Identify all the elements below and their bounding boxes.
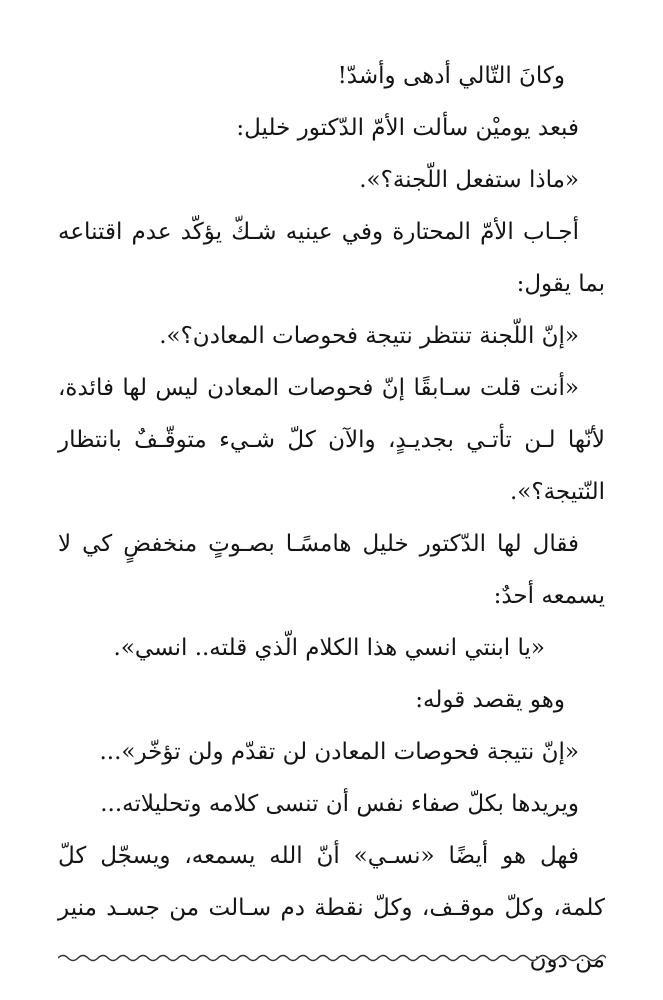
paragraph: «أنت قلت سـابقًا إنّ فحوصات المعادن ليس لها فائدة، لأنّها لـن تأتـي بجديـدٍ، والآن كلّ شـيء متوقّـفٌ بانتظار النّتيجة؟». <box>58 375 605 505</box>
wavy-line <box>58 956 606 961</box>
paragraph: فقال لها الدّكتور خليل هامسًـا بصـوتٍ منخفضٍ كي لا يسمعه أحدٌ: <box>58 531 605 609</box>
body-text <box>58 50 605 986</box>
paragraph: وكانَ التّالي أدهى وأشدّ! <box>337 63 565 89</box>
paragraph: «إنّ اللّجنة تنتظر نتيجة فحوصات المعادن؟». <box>159 323 579 349</box>
paragraph: ويريدها بكلّ صفاء نفس أن تنسى كلامه وتحليلاته... <box>100 791 579 817</box>
paragraph: أجـاب الأمّ المحتارة وفي عينيه شـكّ يؤكّد عدم اقتناعه بما يقول: <box>58 219 605 297</box>
paragraph: فبعد يوميْن سألت الأمّ الدّكتور خليل: <box>236 115 579 141</box>
paragraph: «ماذا ستفعل اللّجنة؟». <box>359 167 579 193</box>
paragraph: وهو يقصد قوله: <box>415 687 565 713</box>
paragraph: فهل هو أيضًا «نسـي» أنّ الله يسمعه، ويسجّل كلّ كلمة، وكلّ موقـف، وكلّ نقطة دم سـالت من جسـد منير من دون <box>58 843 605 973</box>
wavy-divider <box>58 950 606 966</box>
paragraph: «إنّ نتيجة فحوصات المعادن لن تقدّم ولن تؤخّر»... <box>99 739 579 765</box>
paragraph: «يا ابنتي انسي هذا الكلام الّذي قلته.. انسي». <box>113 635 545 661</box>
